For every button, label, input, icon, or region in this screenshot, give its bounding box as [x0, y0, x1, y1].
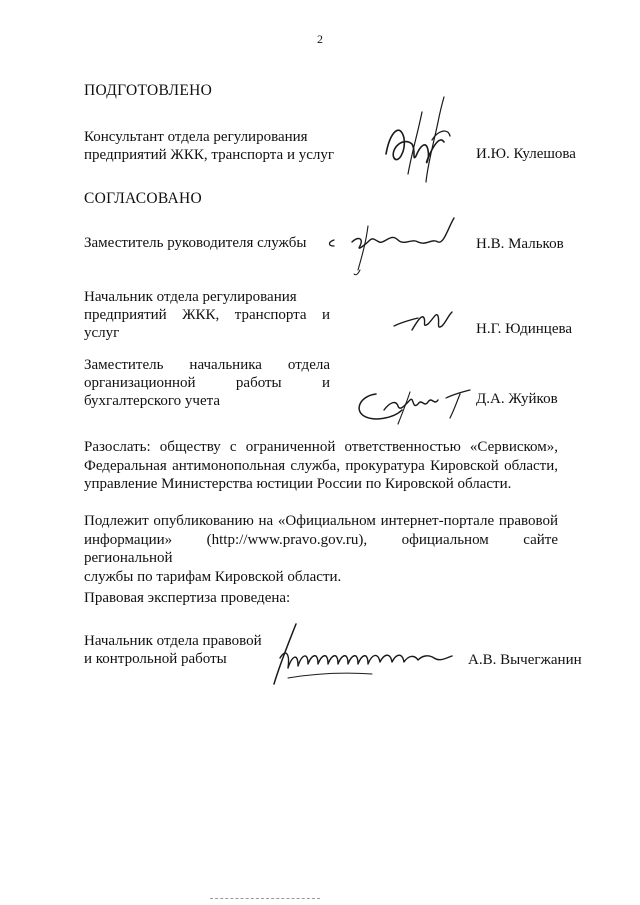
paragraph-line: службы по тарифам Кировской области. [84, 568, 342, 585]
footer-divider [210, 898, 320, 899]
publication-paragraph [84, 512, 558, 586]
signer-role-zhuykov [84, 356, 330, 410]
role-line: Начальник отдела правовой [84, 633, 262, 649]
legal-review-note: Правовая экспертиза проведена: [84, 590, 291, 606]
signer-role-malkov [84, 234, 324, 252]
signature-malkov [322, 208, 472, 278]
signature-kuleshova [378, 92, 468, 187]
signer-name-yudintseva: Н.Г. Юдинцева [476, 321, 573, 337]
role-line: предприятий ЖКК, транспорта и [84, 307, 330, 323]
legal-review-role [84, 632, 284, 668]
role-line: бухгалтерского учета [84, 393, 221, 409]
signer-role-yudintseva [84, 288, 330, 342]
prepared-heading: ПОДГОТОВЛЕНО [84, 82, 213, 99]
paragraph-line: информации» (http://www.pravo.gov.ru), официальном сайте региональной [84, 531, 558, 566]
agreed-heading: СОГЛАСОВАНО [84, 190, 203, 207]
prepared-name: И.Ю. Кулешова [476, 146, 576, 162]
signer-name-zhuykov: Д.А. Жуйков [476, 391, 558, 407]
role-line: Консультант отдела регулирования [84, 129, 308, 145]
paragraph-line: Подлежит опубликованию на «Официальном интернет-портале правовой [84, 513, 558, 529]
role-line: Заместитель руководителя службы [84, 235, 307, 251]
page-number: 2 [317, 32, 323, 46]
role-line: услуг [84, 325, 120, 341]
signature-vychegzhanin [262, 618, 462, 688]
distribution-paragraph [84, 438, 558, 494]
role-line: организационной работы и [84, 375, 330, 391]
paragraph-line: Федеральная антимонопольная служба, прокуратура Кировской области, [84, 457, 558, 474]
paragraph-line: Разослать: обществу с ограниченной ответственностью «Сервиском», [84, 439, 558, 455]
role-line: и контрольной работы [84, 651, 227, 667]
signature-zhuykov [350, 380, 480, 430]
role-line: предприятий ЖКК, транспорта и услуг [84, 147, 335, 163]
legal-review-name: А.В. Вычегжанин [468, 652, 582, 668]
signature-yudintseva [388, 304, 458, 340]
paragraph-line: управление Министерства юстиции России по Кировской области. [84, 476, 512, 492]
role-line: Начальник отдела регулирования [84, 289, 297, 305]
signer-name-malkov: Н.В. Мальков [476, 236, 564, 252]
role-line: Заместитель начальника отдела [84, 357, 330, 373]
prepared-role [84, 128, 344, 164]
